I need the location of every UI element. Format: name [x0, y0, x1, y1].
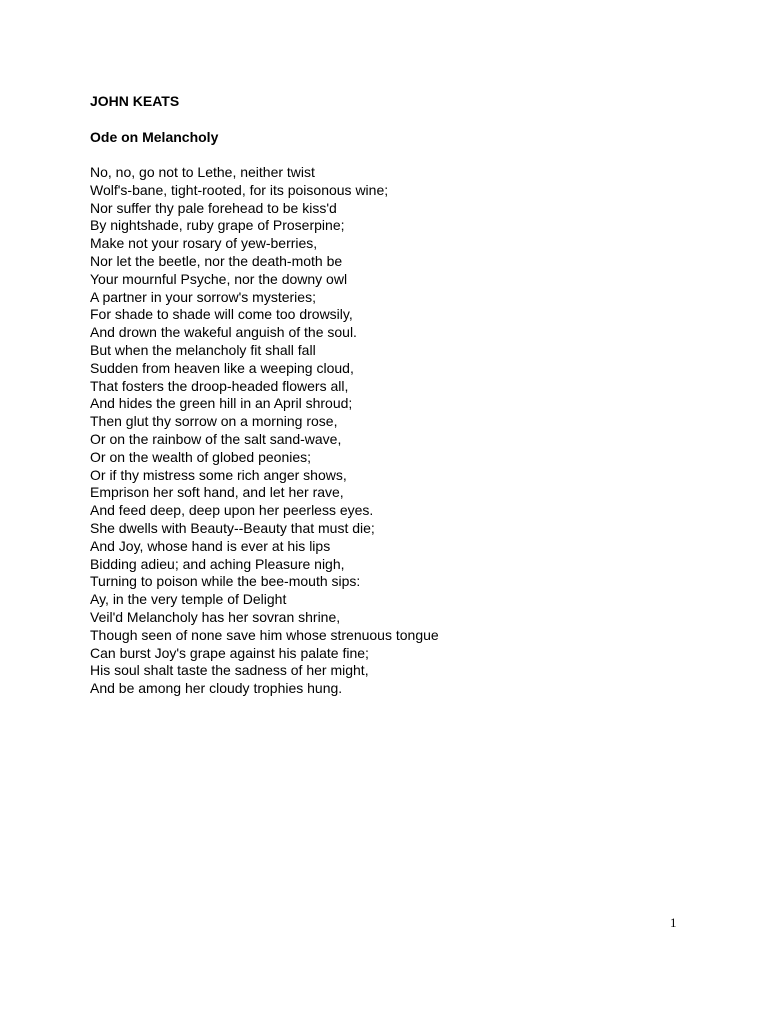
poem-line: Sudden from heaven like a weeping cloud, — [90, 359, 354, 376]
poem-line: Your mournful Psyche, nor the downy owl — [90, 270, 348, 287]
poem-line: For shade to shade will come too drowsily, — [90, 306, 353, 323]
poem-line: That fosters the droop-headed flowers all, — [90, 377, 349, 394]
poem-line: Nor let the beetle, nor the death-moth be — [90, 252, 343, 269]
poem-line: Make not your rosary of yew-berries, — [90, 235, 318, 252]
poem-line: Then glut thy sorrow on a morning rose, — [90, 413, 338, 430]
poem-line: Nor suffer thy pale forehead to be kiss'd — [90, 199, 337, 216]
poem-line: But when the melancholy fit shall fall — [90, 341, 316, 358]
poem-line: Or on the wealth of globed peonies; — [90, 448, 312, 465]
poem-line: Turning to poison while the bee-mouth sips: — [90, 573, 361, 590]
poem-line: And hides the green hill in an April shroud; — [90, 395, 353, 412]
poem-line: And Joy, whose hand is ever at his lips — [90, 537, 331, 554]
poem-line: His soul shalt taste the sadness of her might, — [90, 662, 369, 679]
poem-line: Veil'd Melancholy has her sovran shrine, — [90, 608, 341, 625]
poem-line: No, no, go not to Lethe, neither twist — [90, 164, 315, 180]
poem-line: Ay, in the very temple of Delight — [90, 591, 287, 608]
author-heading: JOHN KEATS — [90, 93, 180, 109]
poem-line: Emprison her soft hand, and let her rave, — [90, 484, 344, 501]
poem-title: Ode on Melancholy — [90, 129, 219, 145]
poem-line: And be among her cloudy trophies hung. — [90, 680, 343, 697]
poem-body — [90, 164, 439, 698]
poem-line: And drown the wakeful anguish of the soul. — [90, 324, 357, 341]
poem-line: And feed deep, deep upon her peerless eyes. — [90, 502, 374, 519]
poem-line: Or if thy mistress some rich anger shows, — [90, 466, 347, 483]
poem-line: Can burst Joy's grape against his palate fine; — [90, 644, 369, 661]
poem-line: Or on the rainbow of the salt sand-wave, — [90, 430, 342, 447]
poem-line: By nightshade, ruby grape of Proserpine; — [90, 217, 345, 234]
poem-line: She dwells with Beauty--Beauty that must die; — [90, 519, 375, 536]
poem-line: Bidding adieu; and aching Pleasure nigh, — [90, 555, 345, 572]
poem-line: A partner in your sorrow's mysteries; — [90, 288, 316, 305]
poem-line: Though seen of none save him whose strenuous tongue — [90, 626, 439, 643]
page-number: 1 — [670, 915, 677, 930]
poem-line: Wolf's-bane, tight-rooted, for its poisonous wine; — [90, 181, 389, 198]
